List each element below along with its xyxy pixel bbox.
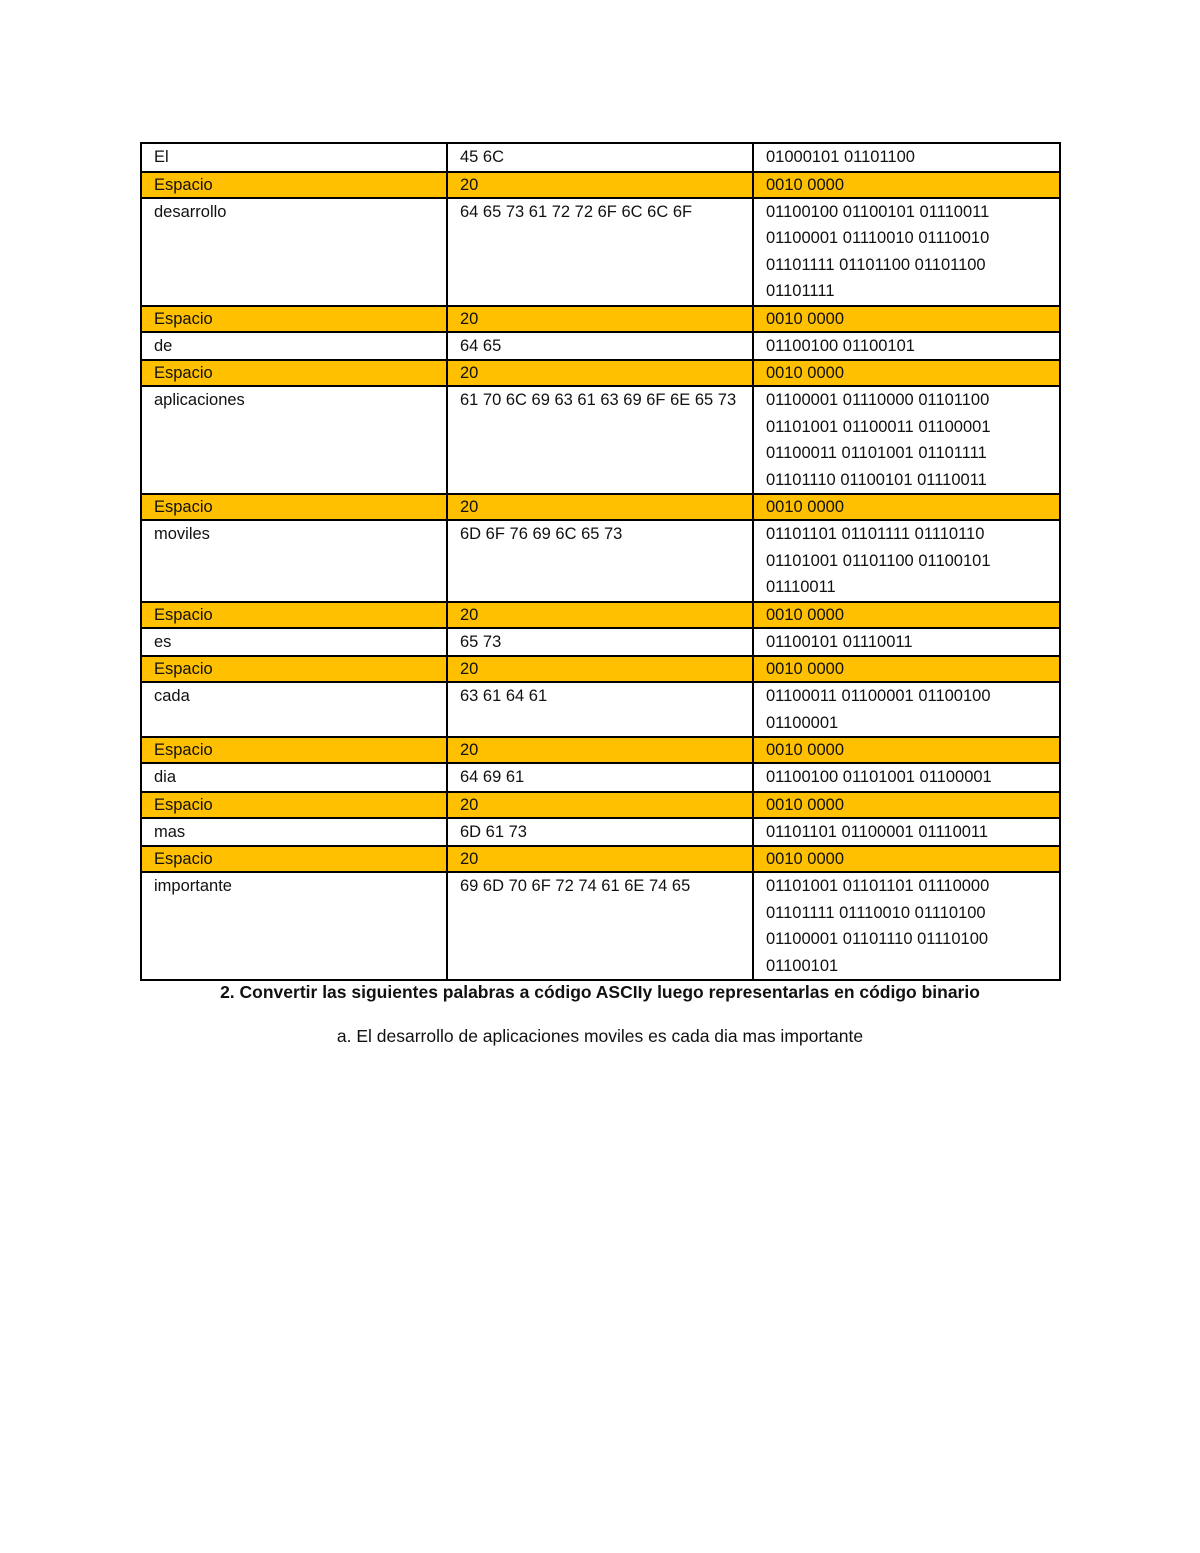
word-row bbox=[141, 520, 1060, 602]
hex-cell: 20 bbox=[447, 792, 753, 818]
word-cell: es bbox=[141, 628, 447, 657]
space-row bbox=[141, 360, 1060, 386]
space-row bbox=[141, 792, 1060, 818]
space-row bbox=[141, 602, 1060, 628]
binary-cell: 0010 0000 bbox=[753, 737, 1060, 763]
word-row bbox=[141, 386, 1060, 494]
binary-cell: 0010 0000 bbox=[753, 602, 1060, 628]
hex-cell: 6D 6F 76 69 6C 65 73 bbox=[447, 520, 753, 602]
word-row bbox=[141, 763, 1060, 792]
binary-cell: 01000101 01101100 bbox=[753, 143, 1060, 172]
word-cell: El bbox=[141, 143, 447, 172]
space-row bbox=[141, 494, 1060, 520]
exercise-heading: 2. Convertir las siguientes palabras a código ASCIIy luego representarlas en código binario bbox=[220, 982, 980, 1002]
space-row bbox=[141, 846, 1060, 872]
hex-cell: 64 65 bbox=[447, 332, 753, 361]
hex-cell: 61 70 6C 69 63 61 63 69 6F 6E 65 73 bbox=[447, 386, 753, 494]
hex-cell: 45 6C bbox=[447, 143, 753, 172]
hex-cell: 20 bbox=[447, 737, 753, 763]
hex-cell: 65 73 bbox=[447, 628, 753, 657]
space-row bbox=[141, 737, 1060, 763]
word-cell: Espacio bbox=[141, 360, 447, 386]
word-cell: importante bbox=[141, 872, 447, 980]
binary-cell: 01101101 01100001 01110011 bbox=[753, 818, 1060, 847]
hex-cell: 20 bbox=[447, 846, 753, 872]
hex-cell: 63 61 64 61 bbox=[447, 682, 753, 737]
hex-cell: 69 6D 70 6F 72 74 61 6E 74 65 bbox=[447, 872, 753, 980]
binary-cell: 0010 0000 bbox=[753, 792, 1060, 818]
word-cell: Espacio bbox=[141, 172, 447, 198]
hex-cell: 64 65 73 61 72 72 6F 6C 6C 6F bbox=[447, 198, 753, 306]
word-cell: mas bbox=[141, 818, 447, 847]
word-row bbox=[141, 872, 1060, 980]
binary-cell: 01100100 01100101 bbox=[753, 332, 1060, 361]
word-row bbox=[141, 818, 1060, 847]
binary-cell: 01101101 01101111 01110110 01101001 01101100 01100101 01110011 bbox=[753, 520, 1060, 602]
binary-cell: 01100101 01110011 bbox=[753, 628, 1060, 657]
word-row bbox=[141, 332, 1060, 361]
word-cell: Espacio bbox=[141, 792, 447, 818]
word-cell: dia bbox=[141, 763, 447, 792]
binary-cell: 01100100 01100101 01110011 01100001 01110010 01110010 01101111 01101100 01101100 01101111 bbox=[753, 198, 1060, 306]
space-row bbox=[141, 656, 1060, 682]
word-cell: Espacio bbox=[141, 306, 447, 332]
word-cell: aplicaciones bbox=[141, 386, 447, 494]
word-row bbox=[141, 143, 1060, 172]
hex-cell: 20 bbox=[447, 656, 753, 682]
hex-cell: 20 bbox=[447, 602, 753, 628]
hex-cell: 6D 61 73 bbox=[447, 818, 753, 847]
binary-cell: 0010 0000 bbox=[753, 846, 1060, 872]
word-cell: Espacio bbox=[141, 737, 447, 763]
word-cell: Espacio bbox=[141, 656, 447, 682]
word-cell: Espacio bbox=[141, 846, 447, 872]
space-row bbox=[141, 172, 1060, 198]
word-cell: de bbox=[141, 332, 447, 361]
hex-cell: 20 bbox=[447, 360, 753, 386]
hex-cell: 20 bbox=[447, 306, 753, 332]
table-body bbox=[141, 143, 1060, 980]
space-row bbox=[141, 306, 1060, 332]
hex-cell: 20 bbox=[447, 172, 753, 198]
word-cell: desarrollo bbox=[141, 198, 447, 306]
binary-cell: 0010 0000 bbox=[753, 360, 1060, 386]
binary-cell: 0010 0000 bbox=[753, 494, 1060, 520]
binary-cell: 01100100 01101001 01100001 bbox=[753, 763, 1060, 792]
word-cell: moviles bbox=[141, 520, 447, 602]
hex-cell: 64 69 61 bbox=[447, 763, 753, 792]
binary-cell: 0010 0000 bbox=[753, 656, 1060, 682]
ascii-conversion-table bbox=[140, 142, 1061, 981]
word-row bbox=[141, 198, 1060, 306]
binary-cell: 01101001 01101101 01110000 01101111 01110010 01110100 01100001 01101110 01110100 01100101 bbox=[753, 872, 1060, 980]
word-cell: Espacio bbox=[141, 602, 447, 628]
binary-cell: 01100001 01110000 01101100 01101001 01100011 01100001 01100011 01101001 01101111 01101110 01100101 01110011 bbox=[753, 386, 1060, 494]
binary-cell: 0010 0000 bbox=[753, 306, 1060, 332]
hex-cell: 20 bbox=[447, 494, 753, 520]
word-cell: Espacio bbox=[141, 494, 447, 520]
exercise-item: a. El desarrollo de aplicaciones moviles es cada dia mas importante bbox=[336, 1026, 864, 1046]
binary-cell: 0010 0000 bbox=[753, 172, 1060, 198]
word-cell: cada bbox=[141, 682, 447, 737]
binary-cell: 01100011 01100001 01100100 01100001 bbox=[753, 682, 1060, 737]
word-row bbox=[141, 628, 1060, 657]
word-row bbox=[141, 682, 1060, 737]
